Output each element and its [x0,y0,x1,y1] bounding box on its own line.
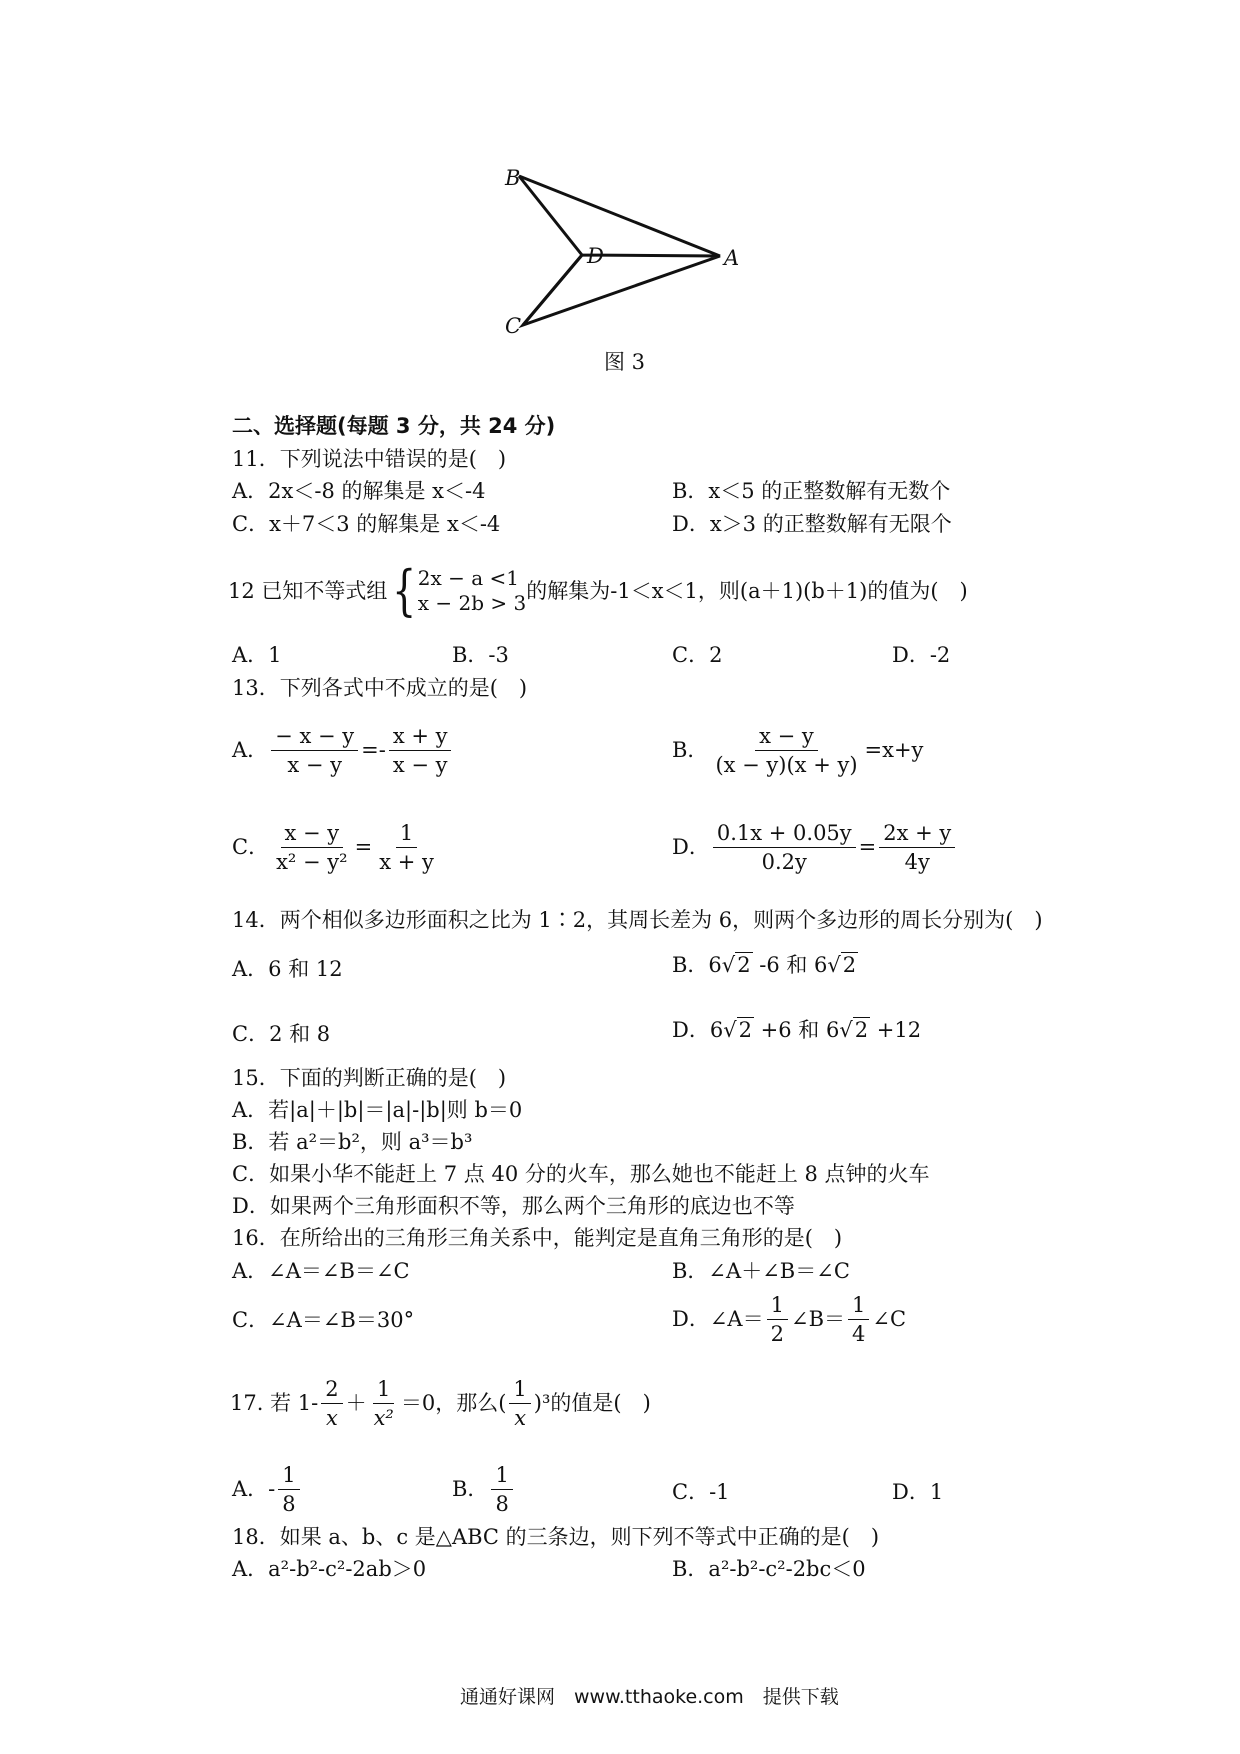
q12-option-b: B．-3 [452,643,509,667]
q14-stem: 14．两个相似多边形面积之比为 1∶2，其周长差为 6，则两个多边形的周长分别为( ) [232,908,1043,932]
q13-c-label: C． [232,835,270,860]
q15-option-d: D．如果两个三角形面积不等，那么两个三角形的底边也不等 [232,1194,795,1218]
page-footer: 通通好课网 www.tthaoke.com 提供下载 [460,1686,839,1708]
q13-b-label: B． [672,738,709,763]
vertex-label-a: A [724,246,740,270]
vertex-label-c: C [505,314,522,338]
q12-option-a: A．1 [232,643,282,667]
q13-option-a: A． $\frac{- x - y}{x - y}$ =- $\frac{x + y}{x - y}$ [232,725,454,776]
q17-stem: 17. 若 1- $\frac{2}{x}$ ＋ $\frac{1}{\text{x²}}$ ＝0，那么( $\frac{1}{x}$ )³的值是( ) [230,1377,651,1431]
vertex-label-b: B [505,166,521,190]
q12-option-c: C．2 [672,643,723,667]
q12-row-1: 2x − a <1 [417,566,520,590]
q11-option-a: A．2x＜-8 的解集是 x＜-4 [232,479,486,503]
q18-option-b: B．a²-b²-c²-2bc＜0 [672,1557,866,1581]
q14-option-d: D．6√2 +6 和 6√2 +12 [672,1018,922,1042]
q13-option-b: B． $\frac{x - y}{(x - y)(x + y)}$ =x+y [672,724,924,778]
q16-option-c: C．∠A＝∠B＝30° [232,1308,415,1332]
q16-stem: 16．在所给出的三角形三角关系中，能判定是直角三角形的是( ) [232,1226,843,1250]
q18-stem: 18．如果 a、b、c 是△ABC 的三条边，则下列不等式中正确的是( ) [232,1525,880,1549]
q13-b-rhs: =x+y [864,738,924,763]
q17-option-a: A．- $\frac{1}{8}$ [232,1464,303,1515]
q18-option-a: A．a²-b²-c²-2ab＞0 [232,1557,427,1581]
q11-option-c: C．x＋7＜3 的解集是 x＜-4 [232,512,501,536]
section-heading: 二、选择题(每题 3 分，共 24 分) [232,414,556,438]
q13-d-equals: = [858,835,877,860]
q13-option-c: C． $\frac{x - y}{\text{x² − y²}}$ = $\frac{1}{x + y}$ [232,821,434,875]
q13-a-label: A． [232,738,269,763]
q12-inequality-system: { 2x − a <1 x − 2b > 3 [392,559,527,623]
q13-a-equals: =- [361,738,386,763]
q17-option-b: B． $\frac{1}{8}$ [452,1464,516,1515]
q14-option-c: C．2 和 8 [232,1022,331,1046]
q16-option-d: D．∠A＝ $\frac{1}{2}$ ∠B＝ $\frac{1}{4}$ ∠C [672,1293,907,1347]
q16-option-b: B．∠A＋∠B＝∠C [672,1259,850,1283]
q12-option-d: D．-2 [892,643,951,667]
q14-option-b: B．6√2 -6 和 6√2 [672,953,857,977]
q15-option-b: B．若 a²＝b²，则 a³＝b³ [232,1130,473,1154]
q15-option-a: A．若|a|＋|b|＝|a|-|b|则 b＝0 [232,1098,523,1122]
figure-3-quadrilateral [0,0,1240,400]
q17-option-d: D．1 [892,1480,944,1504]
q14-option-a: A．6 和 12 [232,957,343,981]
vertex-label-d: D [587,244,604,268]
q12-stem [228,559,968,623]
q12-suffix: 的解集为-1＜x＜1，则(a＋1)(b＋1)的值为( ) [526,578,968,603]
q13-stem: 13．下列各式中不成立的是( ) [232,676,528,700]
q15-stem: 15．下面的判断正确的是( ) [232,1066,507,1090]
q11-option-d: D．x＞3 的正整数解有无限个 [672,512,952,536]
q15-option-c: C．如果小华不能赶上 7 点 40 分的火车，那么她也不能赶上 8 点钟的火车 [232,1162,930,1186]
q13-c-equals: = [354,835,373,860]
q16-option-a: A．∠A＝∠B＝∠C [232,1259,410,1283]
figure-caption: 图 3 [604,350,646,374]
q12-prefix: 12 已知不等式组 [228,578,388,603]
q11-stem: 11．下列说法中错误的是( ) [232,447,507,471]
q13-d-label: D． [672,835,710,860]
q13-option-d: D． $\frac{0.1x + 0.05y}{0.2y}$ = $\frac{2x + y}{4y}$ [672,822,958,873]
q17-option-c: C．-1 [672,1480,730,1504]
q12-row-2: x − 2b > 3 [417,591,527,615]
q11-option-b: B．x＜5 的正整数解有无数个 [672,479,951,503]
